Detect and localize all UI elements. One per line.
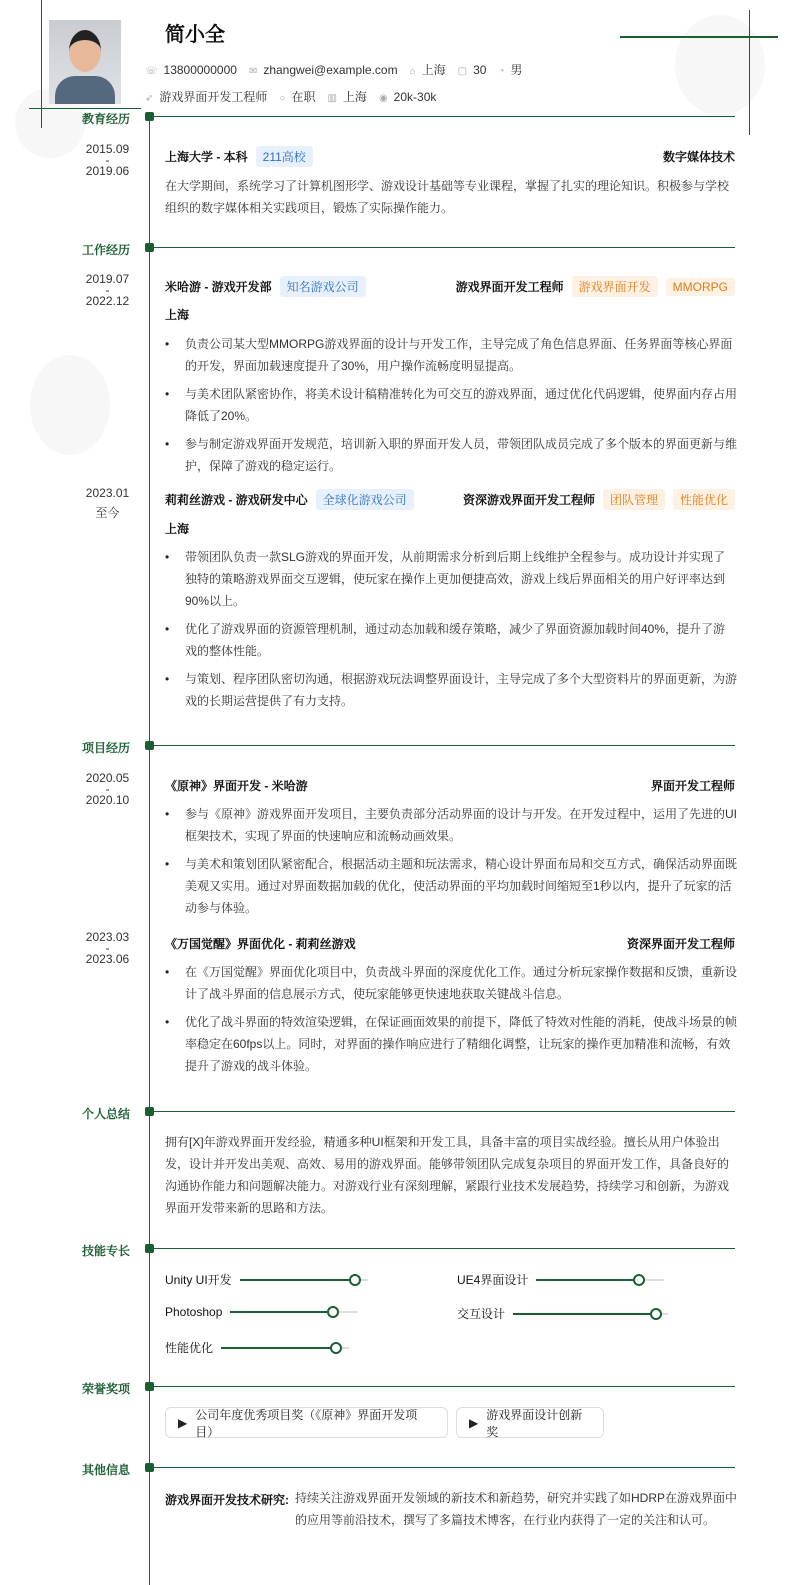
- skill-fill: [240, 1279, 355, 1281]
- target-city: 上海: [342, 90, 367, 104]
- bullet-item: • 参与制定游戏界面开发规范，培训新入职的界面开发人员，带领团队成员完成了多个版本的界面更新与维护，保障了游戏的稳定运行。: [165, 433, 737, 477]
- age-icon: ▢: [457, 65, 468, 77]
- skill-item: [457, 1271, 664, 1288]
- job-intent-row: [145, 88, 436, 105]
- project-bullets: [165, 803, 737, 925]
- company: 莉莉丝游戏 - 游戏研发中心: [165, 493, 308, 507]
- skill-bar: [513, 1313, 668, 1315]
- school: 上海大学 - 本科: [165, 150, 248, 164]
- award-item: [456, 1407, 604, 1438]
- section-divider: [154, 1111, 735, 1112]
- other-info-text: 持续关注游戏界面开发领域的新技术和新趋势，研究并实践了如HDRP在游戏界面中的应用等前沿技术，撰写了多篇技术博客，在行业内获得了一定的关注和认可。: [295, 1491, 738, 1527]
- work-bullets: [165, 333, 737, 483]
- section-marker: [145, 243, 154, 252]
- building-icon: ▥: [327, 93, 337, 104]
- skill-fill: [230, 1311, 332, 1313]
- bullet-item: • 与策划、程序团队密切沟通，根据游戏玩法调整界面设计，主导完成了多个大型资料片的界面更新，为游戏的长期运营提供了有力支持。: [165, 668, 737, 712]
- skill-item: [165, 1305, 358, 1319]
- skill-knob: [349, 1274, 361, 1286]
- bullet-item: • 优化了战斗界面的特效渲染逻辑，在保证画面效果的前提下，降低了特效对性能的消耗，使战斗场景的帧率稳定在60fps以上。同时，对界面的操作响应进行了精细化调整，让玩家的操作更加精准和流畅，有效提升了游戏的战斗体验。: [165, 1011, 737, 1077]
- skill-bar: [536, 1279, 664, 1281]
- bullet-item: • 优化了游戏界面的资源管理机制，通过动态加载和缓存策略，减少了界面资源加载时间40%，提升了游戏的整体性能。: [165, 618, 737, 662]
- target-job: 游戏界面开发工程师: [159, 90, 268, 104]
- send-icon: ➶: [145, 93, 154, 104]
- project-entry-header: [165, 777, 735, 794]
- date-range: 2020.05 - 2020.10: [85, 771, 130, 807]
- decor-line: [29, 108, 141, 109]
- project-entry-header: [165, 935, 735, 952]
- bullet-item: • 参与《原神》游戏界面开发项目，主要负责部分活动界面的设计与开发。在开发过程中，运用了先进的UI框架技术，实现了界面的快速响应和流畅动画效果。: [165, 803, 737, 847]
- section-marker: [145, 1107, 154, 1116]
- bullet-item: • 与美术和策划团队紧密配合，根据活动主题和玩法需求，精心设计界面布局和交互方式，确保活动界面既美观又实用。通过对界面数据加载的优化，使活动界面的平均加载时间缩短至1秒以内，提升了玩家的活动参与体验。: [165, 853, 737, 919]
- skill-knob: [650, 1308, 662, 1320]
- other-info-label: 游戏界面开发技术研究:: [165, 1493, 289, 1507]
- section-divider: [154, 1248, 735, 1249]
- section-marker: [145, 1463, 154, 1472]
- skill-item: [165, 1271, 368, 1288]
- section-marker: [145, 1244, 154, 1253]
- skill-bar: [240, 1279, 368, 1281]
- award-label: 游戏界面设计创新奖: [486, 1407, 583, 1439]
- gender: 男: [510, 63, 523, 77]
- salary: 20k-30k: [393, 89, 437, 104]
- work-entry-header: [165, 489, 735, 510]
- date-range: 2019.07 - 2022.12: [85, 272, 130, 308]
- decor-line: [749, 10, 750, 135]
- major: 数字媒体技术: [662, 150, 735, 164]
- section-title-skills: 技能专长: [82, 1244, 131, 1258]
- decor-circle: [675, 15, 765, 115]
- skill-bar: [230, 1311, 358, 1313]
- section-divider: [154, 247, 735, 248]
- bullet-item: • 在《万国觉醒》界面优化项目中，负责战斗界面的深度优化工作。通过分析玩家操作数据和反馈，重新设计了战斗界面的信息展示方式，使玩家能够更快速地获取关键战斗信息。: [165, 961, 737, 1005]
- award-label: 公司年度优秀项目奖（《原神》界面开发项目）: [195, 1407, 418, 1439]
- timeline-line: [149, 118, 150, 1585]
- work-city: 上海: [165, 308, 190, 322]
- work-entry-header: [165, 276, 735, 297]
- section-title-other: 其他信息: [82, 1463, 131, 1477]
- job-status: 在职: [291, 90, 316, 104]
- section-title-education: 教育经历: [82, 112, 131, 126]
- skill-name: 交互设计: [457, 1307, 506, 1321]
- decor-line: [620, 36, 778, 38]
- home-icon: ⌂: [409, 66, 416, 77]
- section-marker: [145, 1382, 154, 1391]
- skill-knob: [330, 1342, 342, 1354]
- skill-knob: [633, 1274, 645, 1286]
- award-item: [165, 1407, 448, 1438]
- section-title-awards: 荣誉奖项: [82, 1382, 131, 1396]
- work-city: 上海: [165, 522, 190, 536]
- education-entry-header: [165, 146, 735, 167]
- skill-item: [165, 1339, 349, 1356]
- skill-tag: 游戏界面开发: [572, 276, 658, 297]
- section-divider: [154, 1386, 735, 1387]
- role: 游戏界面开发工程师: [455, 280, 564, 294]
- section-title-summary: 个人总结: [82, 1107, 131, 1121]
- skill-item: [457, 1305, 668, 1322]
- section-divider: [154, 1467, 735, 1468]
- project-title: 《原神》界面开发 - 米哈游: [165, 779, 308, 793]
- skill-fill: [513, 1313, 656, 1315]
- gender-icon: ◔: [498, 66, 505, 77]
- section-marker: [145, 741, 154, 750]
- decor-circle: [30, 355, 110, 455]
- company-tag: 知名游戏公司: [280, 276, 366, 297]
- skill-knob: [327, 1306, 339, 1318]
- contact-row: [145, 61, 523, 78]
- bullet-item: • 带领团队负责一款SLG游戏的界面开发，从前期需求分析到后期上线维护全程参与。成功设计并实现了独特的策略游戏界面交互逻辑，使玩家在操作上更加便捷高效，游戏上线后界面相关的用户好评率达到90%以上。: [165, 546, 737, 612]
- skill-tag: MMORPG: [666, 278, 735, 296]
- salary-icon: ◉: [378, 92, 388, 104]
- project-role: 资深界面开发工程师: [626, 937, 735, 951]
- skill-fill: [536, 1279, 638, 1281]
- summary-text: 拥有[X]年游戏界面开发经验，精通多种UI框架和开发工具，具备丰富的项目实战经验。擅长从用户体验出发，设计并开发出美观、高效、易用的游戏界面。能够带领团队完成复杂项目的界面开发工作，具备良好的沟通协作能力和问题解决能力。对游戏行业有深刻理解，紧跟行业技术发展趋势，持续学习和创新，为游戏界面开发带来新的思路和方法。: [165, 1135, 730, 1215]
- role: 资深游戏界面开发工程师: [462, 493, 595, 507]
- section-title-projects: 项目经历: [82, 741, 131, 755]
- email: zhangwei@example.com: [263, 62, 398, 77]
- mail-icon: ✉: [248, 65, 258, 77]
- city: 上海: [421, 63, 446, 77]
- skill-fill: [221, 1347, 336, 1349]
- company-tag: 全球化游戏公司: [316, 489, 414, 510]
- section-divider: [154, 116, 735, 117]
- phone-icon: ☏: [145, 65, 158, 77]
- project-title: 《万国觉醒》界面优化 - 莉莉丝游戏: [165, 937, 356, 951]
- project-bullets: [165, 961, 737, 1083]
- skill-name: 性能优化: [165, 1341, 214, 1355]
- skill-tag: 团队管理: [603, 489, 665, 510]
- age: 30: [473, 62, 487, 77]
- phone: 13800000000: [163, 62, 237, 77]
- skill-name: UE4界面设计: [457, 1273, 529, 1287]
- skill-name: Unity UI开发: [165, 1273, 232, 1287]
- work-bullets: [165, 546, 737, 718]
- skill-bar: [221, 1347, 349, 1349]
- triangle-icon: ▶: [469, 1415, 479, 1430]
- skill-tag: 性能优化: [673, 489, 735, 510]
- section-marker: [145, 112, 154, 121]
- avatar: [49, 20, 121, 104]
- bullet-item: • 负责公司某大型MMORPG游戏界面的设计与开发工作，主导完成了角色信息界面、任务界面等核心界面的开发，界面加载速度提升了30%，用户操作流畅度明显提高。: [165, 333, 737, 377]
- date-range: 2015.09 - 2019.06: [85, 142, 130, 178]
- bullet-item: • 与美术团队紧密协作，将美术设计稿精准转化为可交互的游戏界面，通过优化代码逻辑，使界面内存占用降低了20%。: [165, 383, 737, 427]
- skill-name: Photoshop: [165, 1305, 223, 1319]
- project-role: 界面开发工程师: [650, 779, 735, 793]
- status-icon: ○: [279, 93, 286, 104]
- education-description: 在大学期间，系统学习了计算机图形学、游戏设计基础等专业课程，掌握了扎实的理论知识。积极参与学校组织的数字媒体相关实践项目，锻炼了实际操作能力。: [165, 179, 730, 215]
- company: 米哈游 - 游戏开发部: [165, 280, 272, 294]
- triangle-icon: ▶: [178, 1415, 188, 1430]
- date-range: 2023.03 - 2023.06: [85, 930, 130, 966]
- section-divider: [154, 745, 735, 746]
- date-range: 2023.01 至今: [85, 486, 130, 520]
- school-tag: 211高校: [256, 146, 313, 167]
- candidate-name: 简小全: [165, 24, 225, 46]
- section-title-work: 工作经历: [82, 243, 131, 257]
